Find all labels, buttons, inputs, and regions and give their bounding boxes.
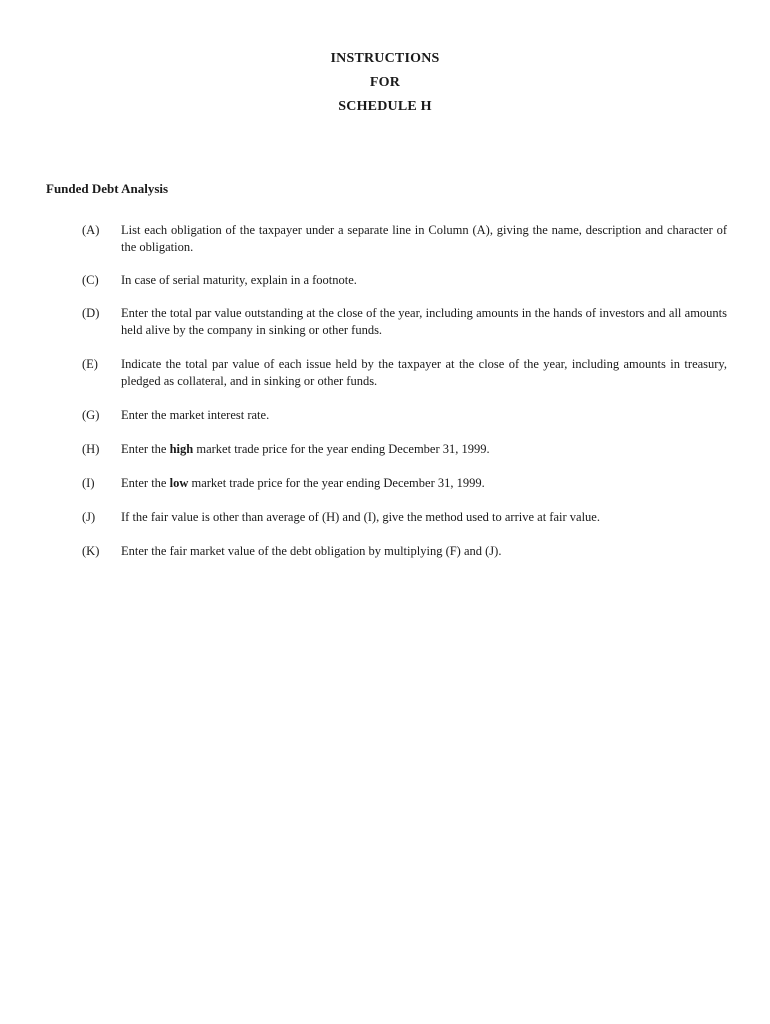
item-letter: (D) [82,306,100,320]
item-text: Enter the market interest rate. [121,408,270,422]
item-text: If the fair value is other than average of (H) and (I), give the method used to arrive at fair value. [121,510,600,524]
title-line-for: FOR [369,75,401,90]
item-text: Enter the fair market value of the debt obligation by multiplying (F) and (J). [121,544,502,558]
item-letter: (K) [82,544,100,558]
instruction-item-g [82,407,727,424]
instruction-item-a [82,222,727,256]
item-text: In case of serial maturity, explain in a footnote. [121,273,357,287]
item-text [121,475,727,492]
item-letter: (A) [82,223,100,237]
section-heading: Funded Debt Analysis [46,181,169,196]
instruction-item-j [82,509,727,526]
document-title [0,47,770,119]
item-text-emphasis: high [169,442,194,456]
instruction-list [82,222,727,560]
item-letter: (G) [82,408,100,422]
item-text: Indicate the total par value of each issue held by the taxpayer at the close of the year, including amounts in treasury, pledged as collateral, and in sinking or other funds. [121,357,727,388]
item-text-before: Enter the [121,442,170,456]
item-text-before: Enter the [121,476,170,490]
instruction-item-i [82,475,727,492]
instruction-item-c [82,272,727,289]
item-letter: (H) [82,442,100,456]
instruction-item-h [82,441,727,458]
item-text: List each obligation of the taxpayer under a separate line in Column (A), giving the name, description and character of the obligation. [121,223,727,254]
title-line-instructions: INSTRUCTIONS [330,51,440,66]
instruction-item-d [82,305,727,339]
item-text-after: market trade price for the year ending December 31, 1999. [193,442,490,456]
instruction-item-e [82,356,727,390]
item-text-emphasis: low [169,476,189,490]
item-letter: (J) [82,510,96,524]
title-line-schedule: SCHEDULE H [338,99,432,114]
item-letter: (C) [82,273,99,287]
item-letter: (E) [82,357,98,371]
instruction-item-k [82,543,727,560]
item-letter: (I) [82,476,95,490]
item-text-after: market trade price for the year ending December 31, 1999. [188,476,485,490]
item-text: Enter the total par value outstanding at the close of the year, including amounts in the hands of investors and all amounts held alive by the company in sinking or other funds. [121,306,727,337]
item-text [121,441,727,458]
